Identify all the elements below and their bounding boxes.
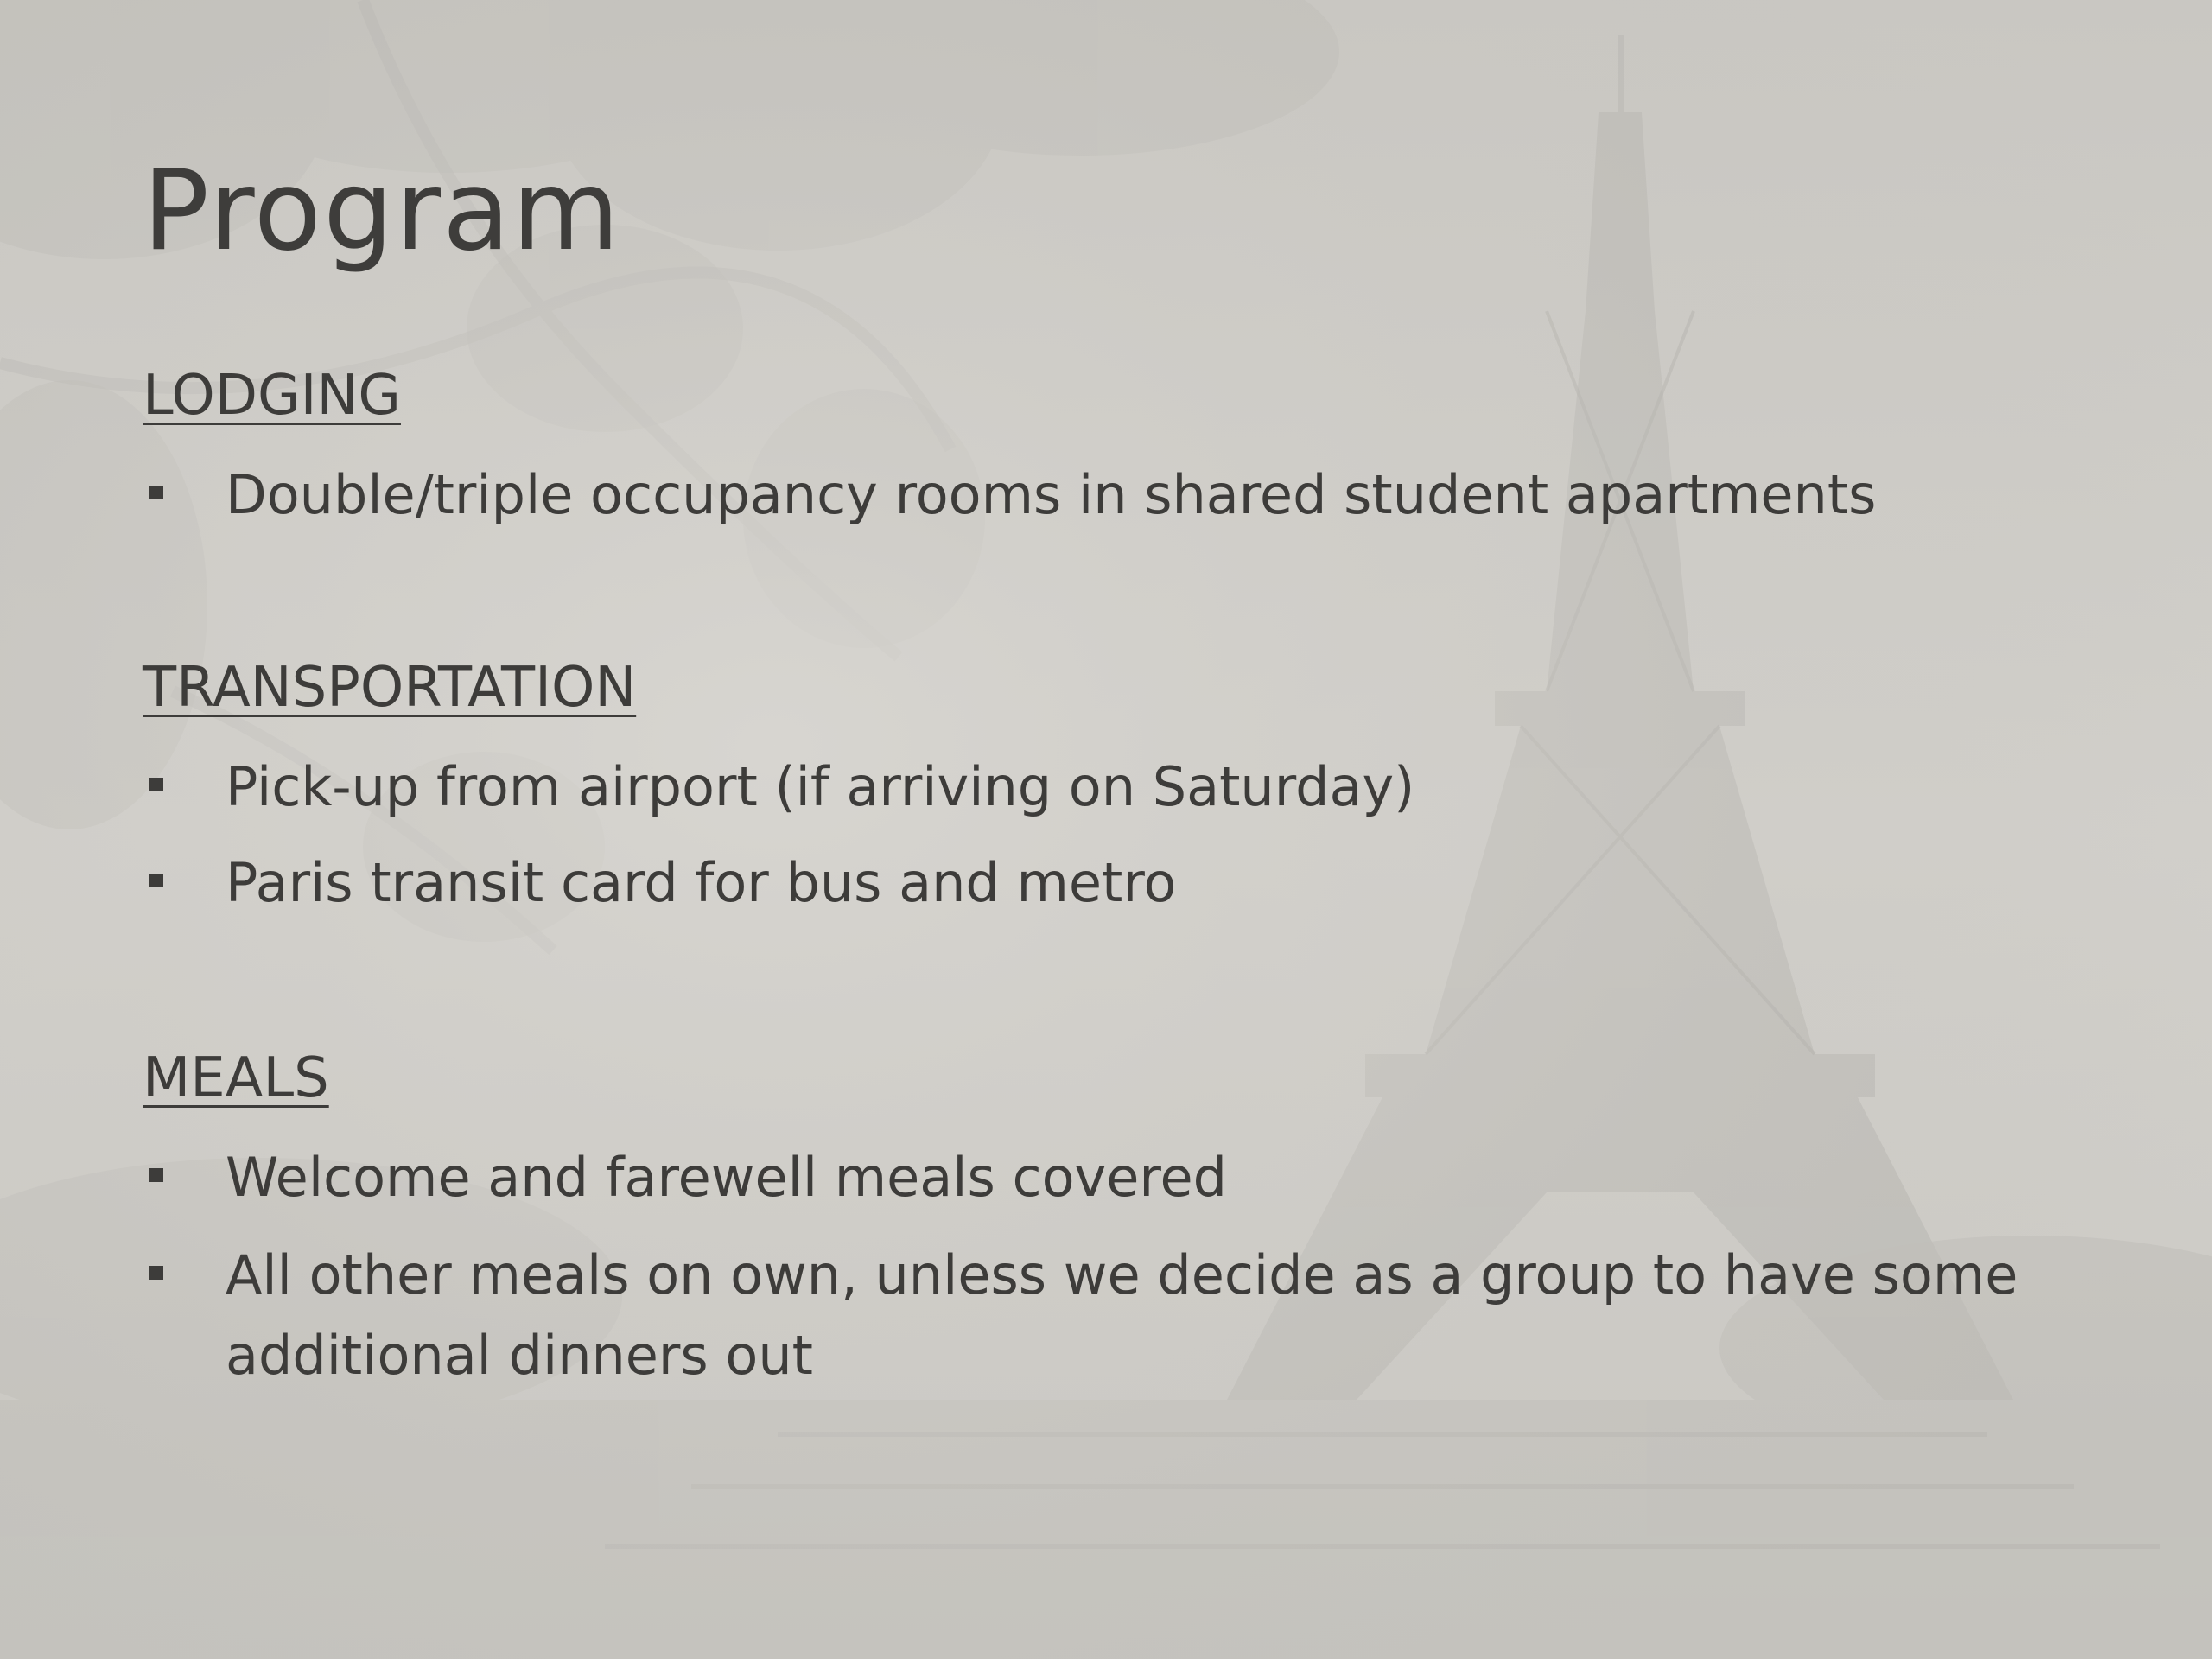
list-item-text: Double/triple occupancy rooms in shared student apartments: [226, 463, 1877, 526]
section-heading-transportation: TRANSPORTATION: [143, 656, 637, 720]
meals-list: [143, 1137, 2044, 1413]
list-item: [143, 747, 2044, 827]
list-item-text: Paris transit card for bus and metro: [226, 851, 1177, 914]
square-bullet-icon: [149, 874, 163, 887]
section-heading-meals: MEALS: [143, 1046, 329, 1110]
list-item: [143, 1137, 2044, 1217]
section-heading-lodging: LODGING: [143, 364, 401, 428]
square-bullet-icon: [149, 1266, 163, 1280]
slide-title: Program: [143, 147, 622, 276]
list-item: [143, 842, 2044, 923]
list-item-text: All other meals on own, unless we decide as a group to have some additional dinners out: [226, 1243, 2018, 1387]
square-bullet-icon: [149, 486, 163, 499]
list-item: [143, 454, 2044, 535]
list-item-text: Pick-up from airport (if arriving on Saturday): [226, 755, 1415, 818]
transportation-list: [143, 747, 2044, 940]
square-bullet-icon: [149, 778, 163, 791]
list-item: [143, 1235, 2023, 1395]
square-bullet-icon: [149, 1168, 163, 1182]
lodging-list: [143, 454, 2044, 552]
list-item-text: Welcome and farewell meals covered: [226, 1146, 1228, 1209]
